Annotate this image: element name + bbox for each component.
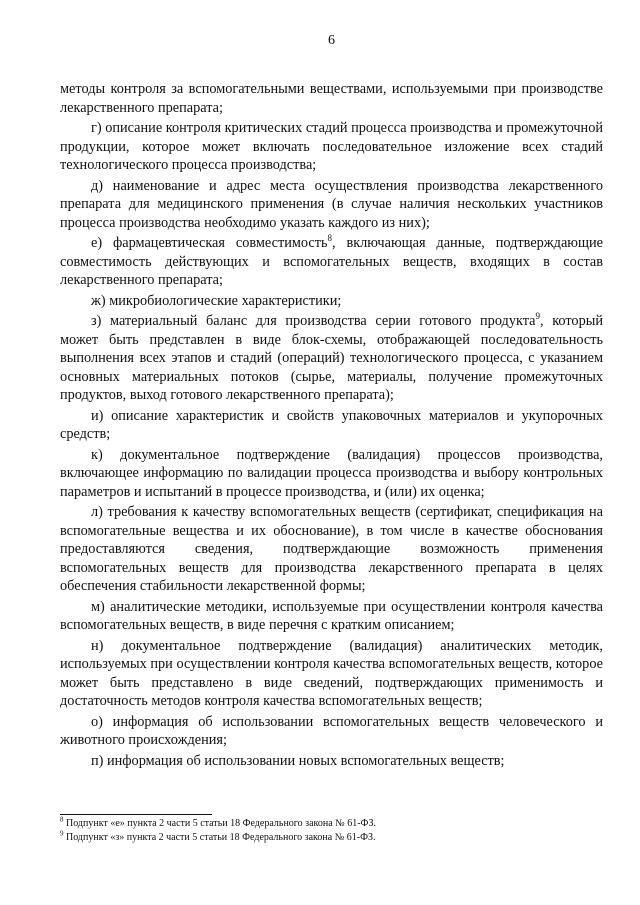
footnote-9 xyxy=(60,831,603,845)
paragraph-p: п) информация об использовании новых вспомогательных веществ; xyxy=(91,752,505,769)
footnotes xyxy=(60,817,603,845)
paragraph-e-text-before: е) фармацевтическая совместимость xyxy=(91,235,328,251)
footnote-mark-8: 8 xyxy=(60,815,64,824)
paragraph-g: г) описание контроля критических стадий процесса производства и промежуточной продукции, которое может включать последовательное изложение всех стадий технологического процесса производства; xyxy=(60,120,603,173)
paragraph-z-text-after: , который может быть представлен в виде блок-схемы, отображающей последовательность выполнения всех этапов и стадий (операций) технологического процесса, с указанием основных материальных потоков (сырье, материалы, получение промежуточных продуктов, выход готового лекарственного препарата); xyxy=(60,313,603,403)
footnote-mark-9: 9 xyxy=(60,829,64,838)
paragraph-e-text-after: , включающая данные, подтверждающие совместимость действующих и вспомогательных веществ, входящих в состав лекарственного препарата; xyxy=(60,235,603,288)
paragraph-m: м) аналитические методики, используемые при осуществлении контроля качества вспомогательных веществ, в виде перечня с кратким описанием; xyxy=(60,598,603,633)
paragraph-z xyxy=(60,312,603,405)
paragraph-k: к) документальное подтверждение (валидация) процессов производства, включающее информацию по валидации процесса производства и выбору контрольных параметров и испытаний в процессе производства, и (или) их оценка; xyxy=(60,446,603,500)
page-number: 6 xyxy=(328,33,335,48)
paragraph-e xyxy=(60,234,603,290)
paragraph-n: н) документальное подтверждение (валидация) аналитических методик, используемых при осуществлении контроля качества вспомогательных веществ, которое может быть представлено в виде сведений, подтверждающих применимость и достаточность методов контроля качества вспомогательных веществ; xyxy=(60,637,603,709)
paragraph-continuation: методы контроля за вспомогательными веществами, используемыми при производстве лекарственного препарата; xyxy=(60,81,603,116)
footnote-ref-8: 8 xyxy=(327,233,333,244)
footnote-divider xyxy=(60,814,212,815)
footnote-text-8: Подпункт «е» пункта 2 части 5 статьи 18 Федерального закона № 61-ФЗ. xyxy=(63,818,376,829)
paragraph-i: и) описание характеристик и свойств упаковочных материалов и укупорочных средств; xyxy=(60,407,603,442)
paragraph-o: о) информация об использовании вспомогательных веществ человеческого и животного происхождения; xyxy=(60,713,603,748)
footnote-8 xyxy=(60,817,603,831)
footnote-ref-9: 9 xyxy=(535,311,541,322)
document-page xyxy=(60,0,603,905)
footnote-text-9: Подпункт «з» пункта 2 части 5 статьи 18 Федерального закона № 61-ФЗ. xyxy=(63,832,376,843)
paragraph-d: д) наименование и адрес места осуществления производства лекарственного препарата для медицинского применения (в случае наличия нескольких участников процесса производства необходимо указать каждого из них); xyxy=(60,177,603,231)
body-text xyxy=(60,80,603,770)
paragraph-zh: ж) микробиологические характеристики; xyxy=(91,292,342,309)
paragraph-l: л) требования к качеству вспомогательных веществ (сертификат, спецификация на вспомогательные вещества и их обоснование), в том числе в качестве обоснования предоставляются сведения, подтверждающие возможность применения вспомогательных веществ для производства лекарственного препарата в целях обеспечения стабильности лекарственной формы; xyxy=(60,504,603,594)
paragraph-z-text-before: з) материальный баланс для производства серии готового продукта xyxy=(91,313,536,329)
